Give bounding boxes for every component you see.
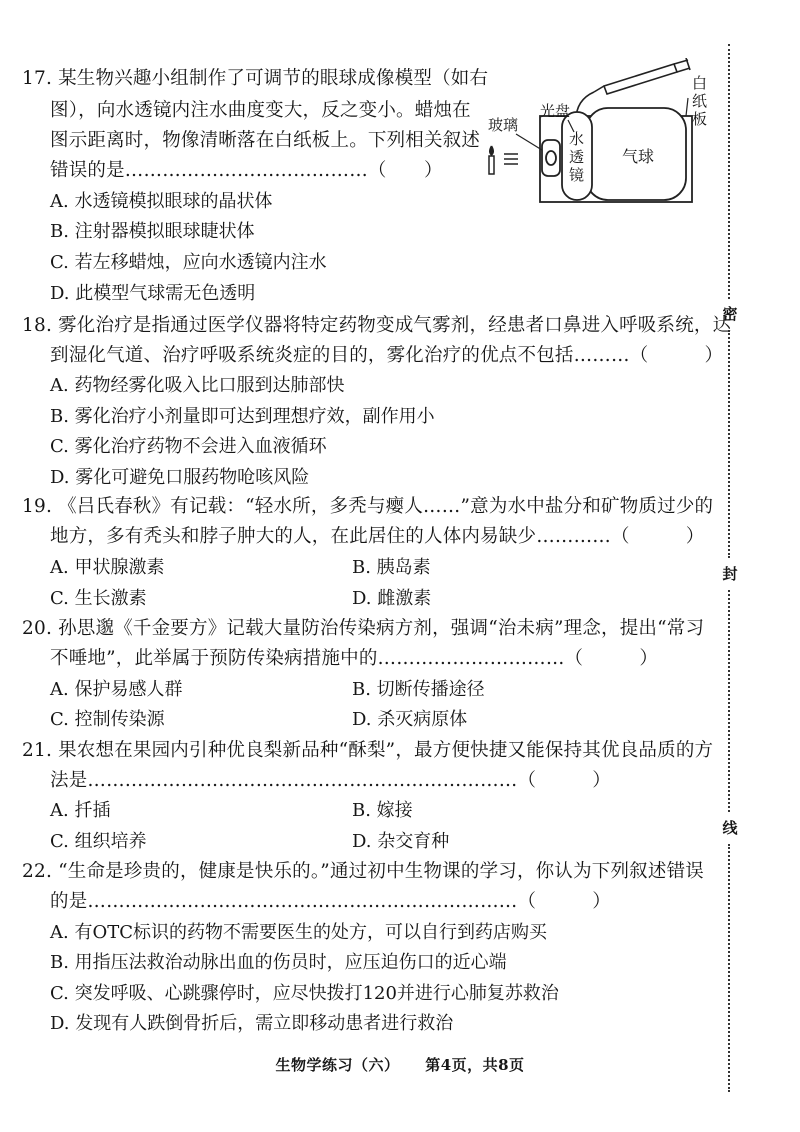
q20-line-2: 不唾地”，此举属于预防传染病措施中的…………………………（ ） bbox=[50, 648, 659, 669]
q19-option-c: C. 生长激素 bbox=[50, 588, 147, 609]
q20-option-d: D. 杀灭病原体 bbox=[352, 709, 468, 730]
q22-option-d: D. 发现有人跌倒骨折后，需立即移动患者进行救治 bbox=[50, 1013, 454, 1034]
binding-mark-line: 线 bbox=[722, 819, 738, 837]
q18-line-1: 18. 雾化治疗是指通过医学仪器将特定药物变成气雾剂，经患者口鼻进入呼吸系统，达 bbox=[22, 315, 732, 336]
q22-option-a: A. 有OTC标识的药物不需要医生的处方，可以自行到药店购买 bbox=[50, 922, 547, 943]
q17-line-4: 错误的是…………………………………（ ） bbox=[50, 160, 443, 181]
binding-line bbox=[722, 44, 736, 1094]
q20-line-1: 20. 孙思邈《千金要方》记载大量防治传染病方剂，强调“治未病”理念，提出“常习 bbox=[22, 618, 705, 639]
q17-option-c: C. 若左移蜡烛，应向水透镜内注水 bbox=[50, 252, 327, 273]
label-lens-3: 镜 bbox=[569, 166, 585, 184]
q21-line-2: 法是……………………………………………………………（ ） bbox=[50, 770, 612, 791]
q21-option-a: A. 扦插 bbox=[50, 800, 111, 821]
q17-option-d: D. 此模型气球需无色透明 bbox=[50, 283, 256, 304]
label-lens-1: 水 bbox=[569, 130, 585, 148]
q18-option-a: A. 药物经雾化吸入比口服到达肺部快 bbox=[50, 375, 345, 396]
eye-model-figure bbox=[476, 58, 712, 208]
label-board-2: 纸 bbox=[692, 92, 708, 110]
label-board-3: 板 bbox=[692, 110, 708, 128]
q22-line-1: 22. “生命是珍贵的，健康是快乐的。”通过初中生物课的学习，你认为下列叙述错误 bbox=[22, 861, 704, 882]
footer-subject: 生物学练习（六） bbox=[275, 1056, 400, 1074]
q21-option-c: C. 组织培养 bbox=[50, 831, 147, 852]
q22-option-c: C. 突发呼吸、心跳骤停时，应尽快拨打120并进行心肺复苏救治 bbox=[50, 983, 559, 1004]
binding-dash-3 bbox=[728, 590, 730, 812]
model-box bbox=[540, 108, 692, 202]
q20-option-b: B. 切断传播途径 bbox=[352, 679, 485, 700]
label-board-1: 白 bbox=[692, 74, 708, 92]
q19-line-1: 19. 《吕氏春秋》有记载：“轻水所，多秃与瘿人……”意为水中盐分和矿物质过少的 bbox=[22, 496, 714, 517]
q22-line-2: 的是……………………………………………………………（ ） bbox=[50, 891, 612, 912]
footer-page-number: 第4页，共8页 bbox=[425, 1056, 525, 1074]
q21-line-1: 21. 果农想在果园内引种优良梨新品种“酥梨”，最方便快捷又能保持其优良品质的方 bbox=[22, 740, 714, 761]
binding-dash-1 bbox=[728, 44, 730, 299]
q18-option-c: C. 雾化治疗药物不会进入血液循环 bbox=[50, 436, 327, 457]
q19-option-a: A. 甲状腺激素 bbox=[50, 557, 165, 578]
binding-mark-seal: 密 bbox=[722, 305, 738, 323]
label-glass: 玻璃 bbox=[488, 116, 519, 134]
q22-option-b: B. 用指压法救治动脉出血的伤员时，应压迫伤口的近心端 bbox=[50, 952, 507, 973]
q18-option-b: B. 雾化治疗小剂量即可达到理想疗效，副作用小 bbox=[50, 406, 435, 427]
q19-option-b: B. 胰岛素 bbox=[352, 557, 431, 578]
q21-option-d: D. 杂交育种 bbox=[352, 831, 450, 852]
q17-option-b: B. 注射器模拟眼球睫状体 bbox=[50, 221, 255, 242]
q17-line-2: 图），向水透镜内注水曲度变大，反之变小。蜡烛在 bbox=[50, 100, 471, 121]
label-lens-2: 透 bbox=[569, 148, 585, 166]
binding-dash-4 bbox=[728, 844, 730, 1092]
label-disc: 光盘 bbox=[540, 102, 571, 120]
q21-option-b: B. 嫁接 bbox=[352, 800, 413, 821]
q18-option-d: D. 雾化可避免口服药物呛咳风险 bbox=[50, 467, 310, 488]
q18-line-2: 到湿化气道、治疗呼吸系统炎症的目的，雾化治疗的优点不包括………（ ） bbox=[50, 345, 724, 366]
q19-line-2: 地方，多有秃头和脖子肿大的人，在此居住的人体内易缺少…………（ ） bbox=[50, 526, 705, 547]
q17-line-3: 图示距离时，物像清晰落在白纸板上。下列相关叙述 bbox=[50, 130, 481, 151]
q20-option-a: A. 保护易感人群 bbox=[50, 679, 183, 700]
q20-option-c: C. 控制传染源 bbox=[50, 709, 165, 730]
q17-option-a: A. 水透镜模拟眼球的晶状体 bbox=[50, 191, 273, 212]
candle-drawing bbox=[489, 146, 518, 174]
q19-option-d: D. 雌激素 bbox=[352, 588, 432, 609]
label-balloon: 气球 bbox=[622, 147, 655, 166]
binding-mark-close: 封 bbox=[722, 565, 738, 583]
page-footer bbox=[0, 1054, 800, 1075]
binding-dash-2 bbox=[728, 330, 730, 558]
q17-line-1: 17. 某生物兴趣小组制作了可调节的眼球成像模型（如右 bbox=[22, 68, 489, 89]
